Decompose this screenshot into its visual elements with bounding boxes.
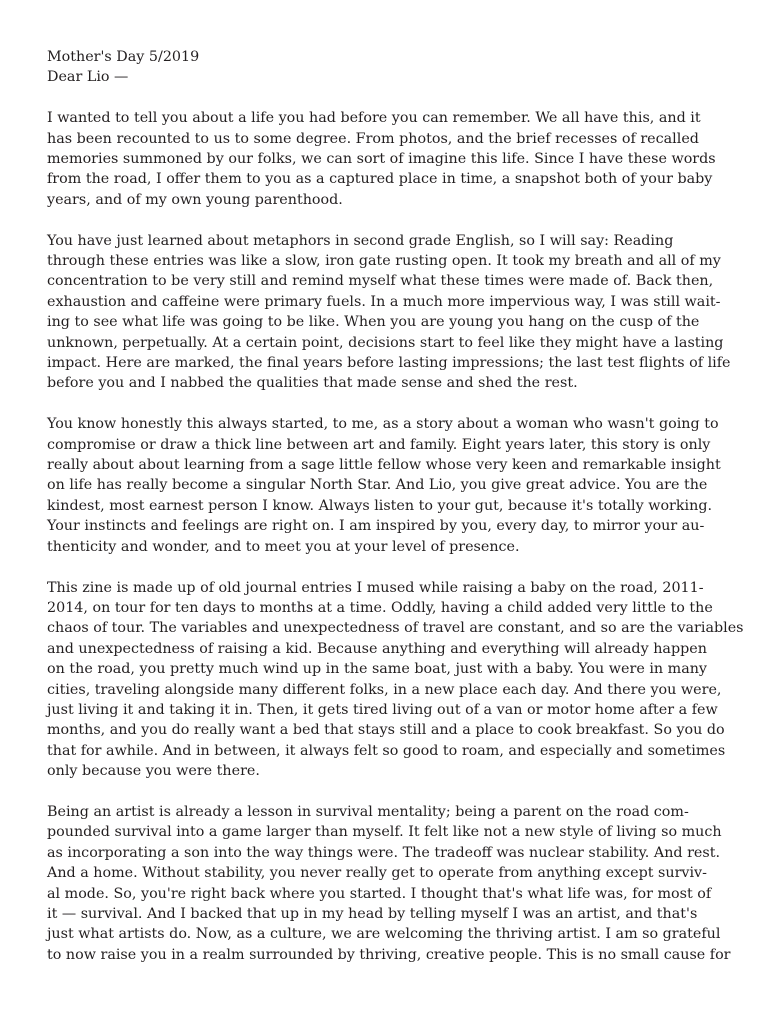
paragraph-line: I wanted to tell you about a life you had before you can remember. We all have this, and it — [47, 110, 701, 127]
paragraph-line: through these entries was like a slow, iron gate rusting open. It took my breath and all of my — [47, 253, 721, 270]
paragraph-line: Your instincts and feelings are right on. I am inspired by you, every day, to mirror your au- — [47, 518, 705, 535]
paragraph-line: This zine is made up of old journal entries I mused while raising a baby on the road, 2011- — [47, 579, 704, 596]
paragraph-line: on the road, you pretty much wind up in the same boat, just with a baby. You were in many — [47, 661, 708, 678]
paragraph-line: ing to see what life was going to be like. When you are young you hang on the cusp of the — [47, 314, 700, 331]
paragraph-gap — [47, 394, 727, 414]
paragraph-line: And a home. Without stability, you never really get to operate from anything except surviv- — [47, 865, 707, 882]
paragraph-gap — [47, 88, 727, 108]
letter-header — [47, 47, 727, 88]
paragraph-line: thenticity and wonder, and to meet you at your level of presence. — [47, 538, 520, 555]
paragraph-line: unknown, perpetually. At a certain point, decisions start to feel like they might have a lasting — [47, 334, 724, 351]
paragraph-line: from the road, I offer them to you as a captured place in time, a snapshot both of your baby — [47, 171, 713, 188]
paragraph-5 — [47, 802, 731, 965]
paragraph-line: Being an artist is already a lesson in survival mentality; being a parent on the road com- — [47, 803, 689, 820]
paragraph-line: impact. Here are marked, the final years before lasting impressions; the last test flights of life — [47, 355, 731, 372]
paragraph-line: You have just learned about metaphors in second grade English, so I will say: Reading — [47, 232, 674, 249]
paragraph-line: chaos of tour. The variables and unexpectedness of travel are constant, and so are the variables — [47, 620, 744, 637]
paragraph-line: and unexpectedness of raising a kid. Because anything and everything will already happen — [47, 640, 707, 657]
paragraph-line: exhaustion and caffeine were primary fuels. In a much more impervious way, I was still wait- — [47, 293, 721, 310]
paragraph-gap — [47, 782, 727, 802]
paragraph-gap — [47, 557, 727, 577]
paragraph-2 — [47, 231, 731, 394]
paragraph-line: compromise or draw a thick line between art and family. Eight years later, this story is only — [47, 436, 711, 453]
paragraph-3 — [47, 414, 727, 557]
paragraph-line: kindest, most earnest person I know. Always listen to your gut, because it's totally working. — [47, 497, 713, 514]
paragraph-line: to now raise you in a realm surrounded by thriving, creative people. This is no small cause for — [47, 946, 731, 963]
paragraph-line: You know honestly this always started, to me, as a story about a woman who wasn't going to — [47, 416, 719, 433]
paragraph-line: concentration to be very still and remind myself what these times were made of. Back then, — [47, 273, 714, 290]
paragraph-line: months, and you do really want a bed that stays still and a place to cook breakfast. So you do — [47, 722, 725, 739]
paragraph-line: it — survival. And I backed that up in my head by telling myself I was an artist, and that's — [47, 905, 698, 922]
paragraph-line: only because you were there. — [47, 763, 260, 780]
paragraph-line: 2014, on tour for ten days to months at a time. Oddly, having a child added very little to the — [47, 599, 713, 616]
paragraph-line: memories summoned by our folks, we can sort of imagine this life. Since I have these words — [47, 151, 716, 168]
paragraph-line: has been recounted to us to some degree. From photos, and the brief recesses of recalled — [47, 130, 699, 147]
paragraph-1 — [47, 108, 727, 210]
paragraph-line: really about about learning from a sage little fellow whose very keen and remarkable insight — [47, 457, 721, 474]
paragraph-line: on life has really become a singular North Star. And Lio, you give great advice. You are the — [47, 477, 708, 494]
paragraph-gap — [47, 210, 727, 230]
date-line: Mother's Day 5/2019 — [47, 49, 200, 65]
paragraph-line: al mode. So, you're right back where you started. I thought that's what life was, for most of — [47, 885, 712, 902]
salutation: Dear Lio — — [47, 69, 129, 86]
paragraph-line: years, and of my own young parenthood. — [47, 191, 343, 208]
paragraph-line: cities, traveling alongside many different folks, in a new place each day. And there you were, — [47, 681, 722, 698]
paragraph-line: pounded survival into a game larger than myself. It felt like not a new style of living so much — [47, 824, 722, 841]
paragraph-line: just what artists do. Now, as a culture, we are welcoming the thriving artist. I am so grateful — [47, 926, 721, 943]
paragraph-line: as incorporating a son into the way things were. The tradeoff was nuclear stability. And rest. — [47, 844, 721, 861]
paragraph-line: just living it and taking it in. Then, it gets tired living out of a van or motor home after a few — [47, 701, 718, 718]
paragraph-line: that for awhile. And in between, it always felt so good to roam, and especially and sometimes — [47, 742, 726, 759]
letter-page — [47, 47, 744, 965]
paragraph-4 — [47, 578, 744, 782]
paragraph-line: before you and I nabbed the qualities that made sense and shed the rest. — [47, 375, 578, 392]
